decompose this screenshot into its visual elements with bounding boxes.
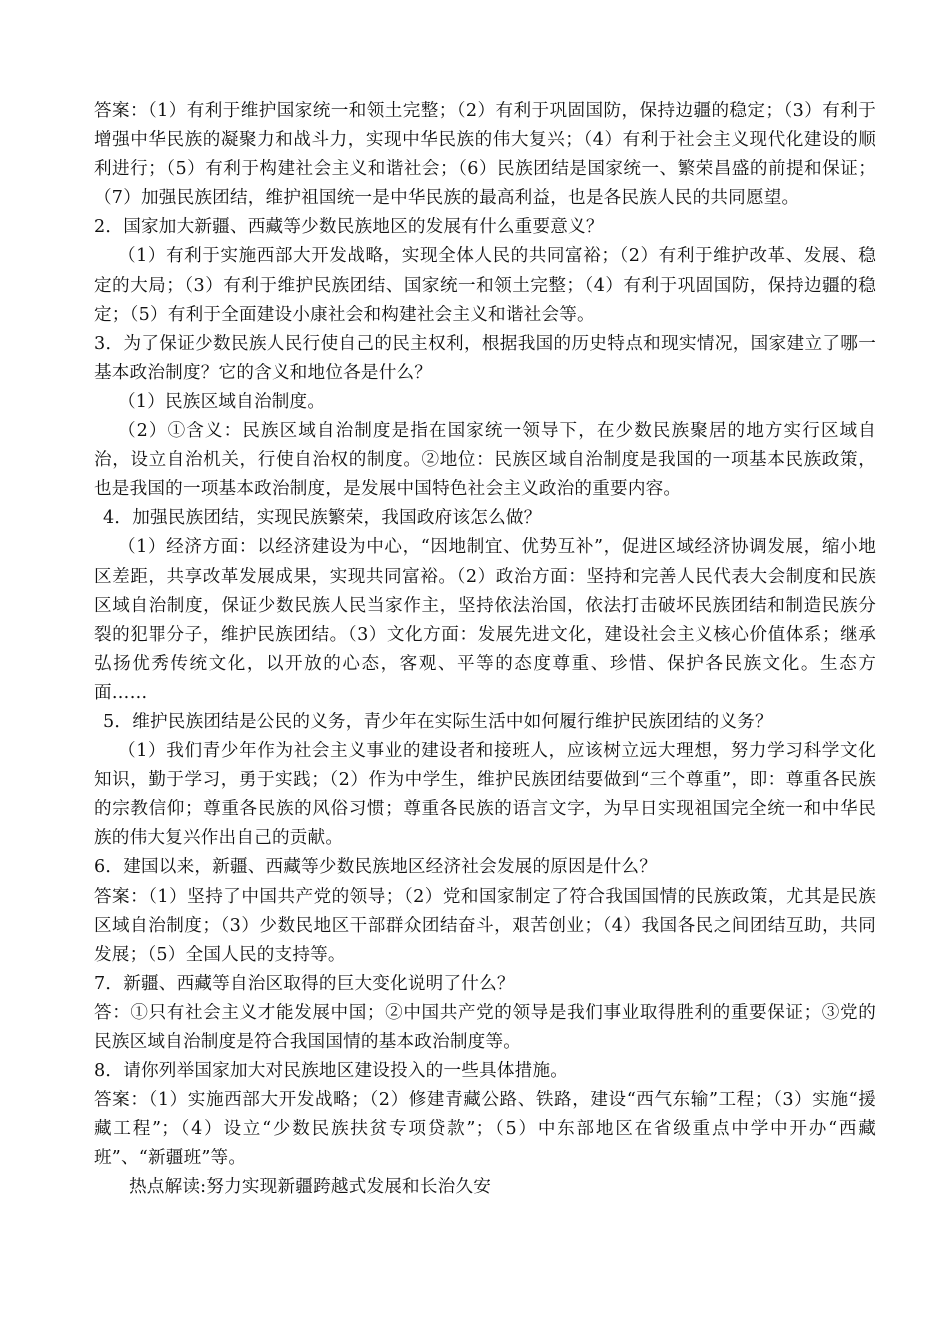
paragraph: 4．加强民族团结，实现民族繁荣，我国政府该怎么做？ — [103, 508, 542, 529]
paragraph: 答案：（1）实施西部大开发战略；（2）修建青藏公路、铁路，建设“西气东输”工程；（3）实施“援藏工程”；（4）设立“少数民族扶贫专项贷款”；（5）中东部地区在省级重点中学中开办“西藏班”、“新疆班”等。 — [94, 1090, 876, 1169]
paragraph: 5．维护民族团结是公民的义务，青少年在实际生活中如何履行维护民族团结的义务？ — [103, 711, 773, 732]
paragraph: 6．建国以来，新疆、西藏等少数民族地区经济社会发展的原因是什么？ — [94, 857, 658, 878]
paragraph: （1）经济方面：以经济建设为中心，“因地制宜、优势互补”，促进区域经济协调发展，缩小地区差距，共享改革发展成果，实现共同富裕。（2）政治方面：坚持和完善人民代表大会制度和民族区域自治制度，保证少数民族人民当家作主，坚持依法治国，依法打击破坏民族团结和制造民族分裂的犯罪分子，维护民族团结。（3）文化方面：发展先进文化，建设社会主义核心价值体系；继承弘扬优秀传统文化，以开放的心态，客观、平等的态度尊重、珍惜、保护各民族文化。生态方面…… — [94, 537, 876, 703]
paragraph: 7．新疆、西藏等自治区取得的巨大变化说明了什么？ — [94, 973, 515, 994]
paragraph: 3．为了保证少数民族人民行使自己的民主权利，根据我国的历史特点和现实情况，国家建立了哪一基本政治制度？它的含义和地位各是什么？ — [94, 333, 876, 383]
paragraph: 答案：（1）有利于维护国家统一和领土完整；（2）有利于巩固国防，保持边疆的稳定；（3）有利于增强中华民族的凝聚力和战斗力，实现中华民族的伟大复兴；（4）有利于社会主义现代化建设的顺利进行；（5）有利于构建社会主义和谐社会；（6）民族团结是国家统一、繁荣昌盛的前提和保证；（7）加强民族团结，维护祖国统一是中华民族的最高利益，也是各民族人民的共同愿望。 — [94, 101, 876, 209]
paragraph: 答案：（1）坚持了中国共产党的领导；（2）党和国家制定了符合我国国情的民族政策，尤其是民族区域自治制度；（3）少数民地区干部群众团结奋斗，艰苦创业；（4）我国各民之间团结互助，共同发展；（5）全国人民的支持等。 — [94, 886, 876, 965]
document-body — [94, 97, 876, 1203]
paragraph: （1）民族区域自治制度。 — [118, 391, 326, 412]
paragraph: 热点解读:努力实现新疆跨越式发展和长治久安 — [129, 1177, 492, 1198]
paragraph: 2．国家加大新疆、西藏等少数民族地区的发展有什么重要意义？ — [94, 217, 604, 238]
paragraph: （1）我们青少年作为社会主义事业的建设者和接班人，应该树立远大理想，努力学习科学文化知识，勤于学习，勇于实践；（2）作为中学生，维护民族团结要做到“三个尊重”，即：尊重各民族的宗教信仰；尊重各民族的风俗习惯；尊重各民族的语言文字，为早日实现祖国完全统一和中华民族的伟大复兴作出自己的贡献。 — [94, 741, 876, 849]
paragraph: 8．请你列举国家加大对民族地区建设投入的一些具体措施。 — [94, 1061, 569, 1082]
paragraph: （1）有利于实施西部大开发战略，实现全体人民的共同富裕；（2）有利于维护改革、发展、稳定的大局；（3）有利于维护民族团结、国家统一和领土完整；（4）有利于巩固国防，保持边疆的稳定；（5）有利于全面建设小康社会和构建社会主义和谐社会等。 — [94, 246, 876, 325]
paragraph: （2）①含义：民族区域自治制度是指在国家统一领导下，在少数民族聚居的地方实行区域自治，设立自治机关，行使自治权的制度。②地位：民族区域自治制度是我国的一项基本民族政策，也是我国的一项基本政治制度，是发展中国特色社会主义政治的重要内容。 — [94, 421, 876, 500]
paragraph: 答：①只有社会主义才能发展中国；②中国共产党的领导是我们事业取得胜利的重要保证；③党的民族区域自治制度是符合我国国情的基本政治制度等。 — [94, 1002, 876, 1052]
